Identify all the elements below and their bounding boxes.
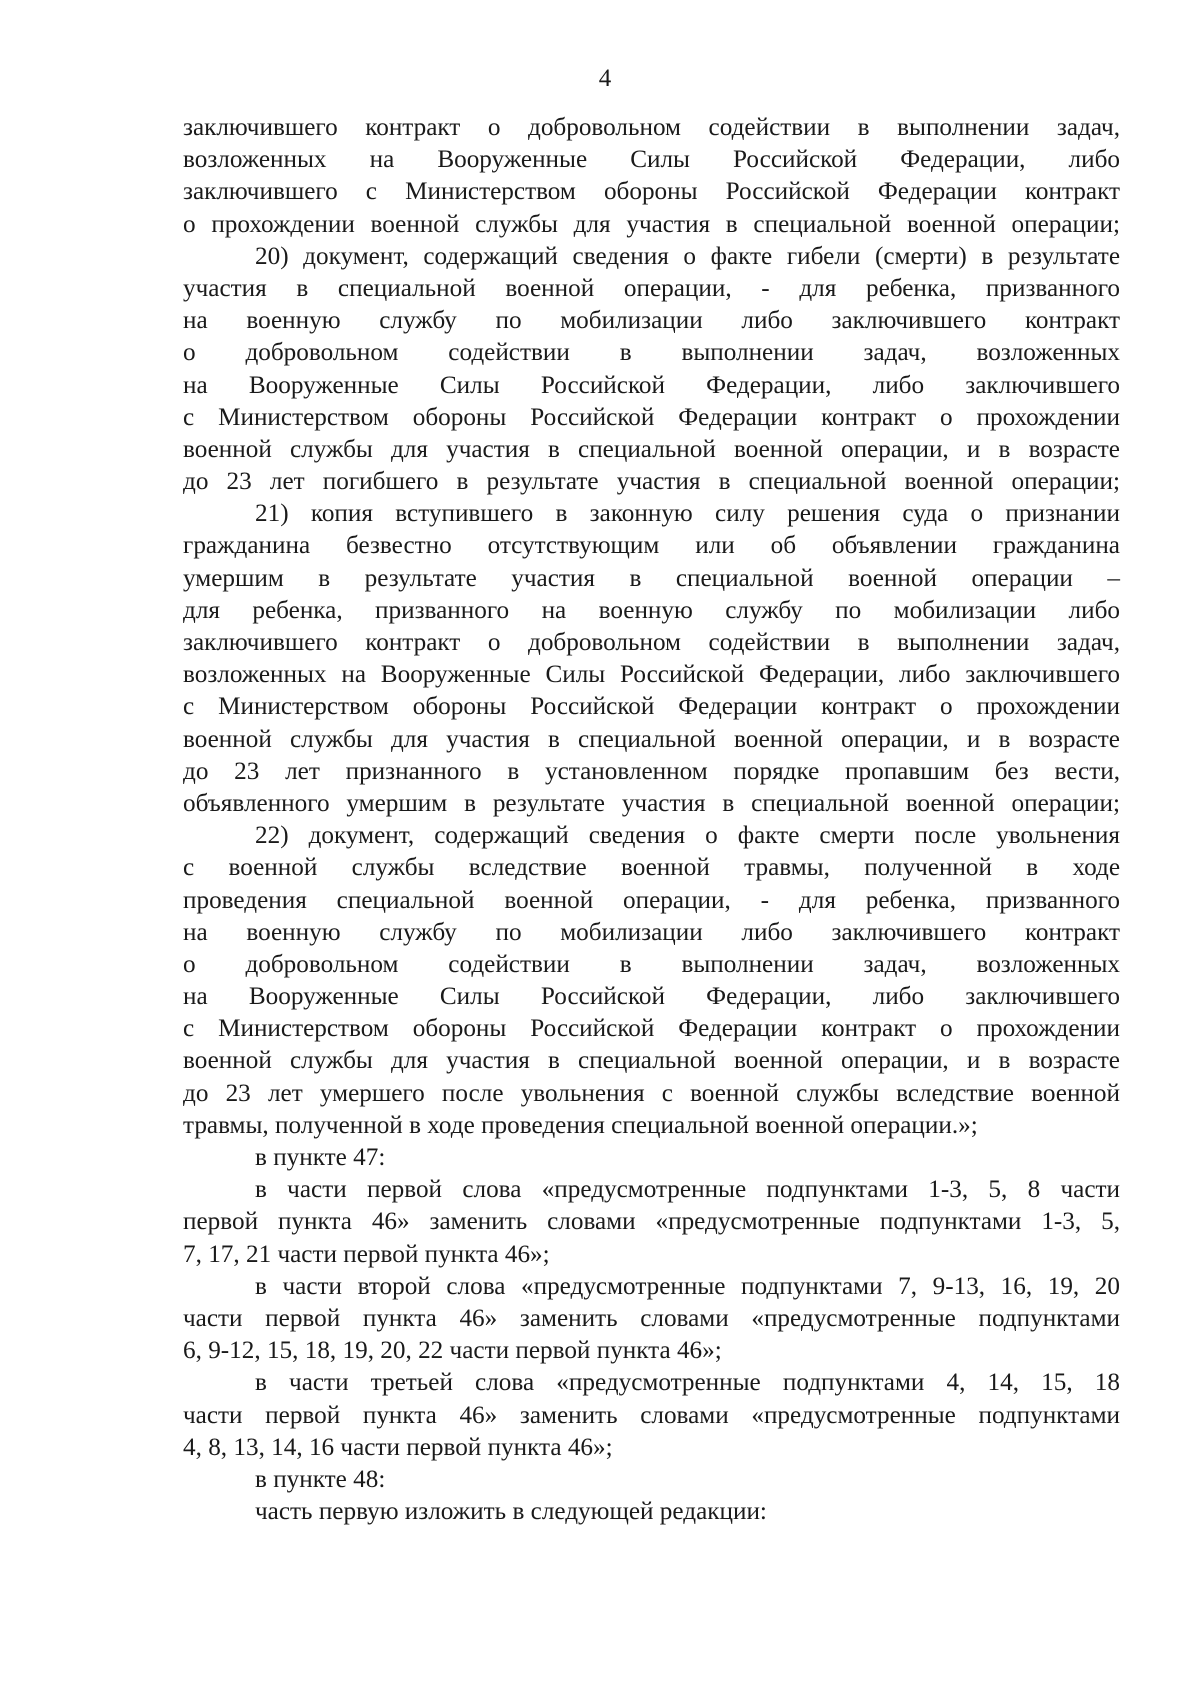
text-line: в части второй слова «предусмотренные подпунктами 7, 9-13, 16, 19, 20 bbox=[255, 1272, 1120, 1300]
text-line: первой пункта 46» заменить словами «предусмотренные подпунктами 1-3, 5, bbox=[183, 1208, 1120, 1236]
text-line: в пункте 48: bbox=[255, 1465, 386, 1493]
text-line: военной службы для участия в специальной военной операции, и в возрасте bbox=[183, 725, 1120, 753]
text-line: гражданина безвестно отсутствующим или об объявлении гражданина bbox=[183, 532, 1120, 560]
text-line: военной службы для участия в специальной военной операции, и в возрасте bbox=[183, 1047, 1120, 1075]
text-line: военной службы для участия в специальной военной операции, и в возрасте bbox=[183, 435, 1120, 463]
text-line: части первой пункта 46» заменить словами «предусмотренные подпунктами bbox=[183, 1401, 1120, 1429]
text-line: 22) документ, содержащий сведения о факте смерти после увольнения bbox=[255, 822, 1120, 850]
text-line: 20) документ, содержащий сведения о факте гибели (смерти) в результате bbox=[255, 242, 1120, 270]
text-line: 4, 8, 13, 14, 16 части первой пункта 46»; bbox=[183, 1433, 613, 1461]
text-line: с Министерством обороны Российской Федерации контракт о прохождении bbox=[183, 693, 1120, 721]
text-line: для ребенка, призванного на военную службу по мобилизации либо bbox=[183, 596, 1120, 624]
text-line: на военную службу по мобилизации либо заключившего контракт bbox=[183, 918, 1120, 946]
text-line: возложенных на Вооруженные Силы Российской Федерации, либо заключившего bbox=[183, 661, 1120, 689]
text-line: о добровольном содействии в выполнении задач, возложенных bbox=[183, 339, 1120, 367]
document-body bbox=[183, 112, 1120, 1528]
text-line: проведения специальной военной операции, - для ребенка, призванного bbox=[183, 886, 1120, 914]
text-line: возложенных на Вооруженные Силы Российской Федерации, либо bbox=[183, 146, 1120, 174]
text-line: части первой пункта 46» заменить словами «предусмотренные подпунктами bbox=[183, 1304, 1120, 1332]
text-line: о добровольном содействии в выполнении задач, возложенных bbox=[183, 950, 1120, 978]
text-line: в пункте 47: bbox=[255, 1144, 386, 1171]
text-line: умершим в результате участия в специальной военной операции – bbox=[183, 564, 1120, 592]
text-line: 6, 9-12, 15, 18, 19, 20, 22 части первой пункта 46»; bbox=[183, 1337, 722, 1365]
text-line: 7, 17, 21 части первой пункта 46»; bbox=[183, 1240, 550, 1268]
text-line: объявленного умершим в результате участия в специальной военной операции; bbox=[183, 789, 1120, 817]
page-number: 4 bbox=[598, 65, 612, 92]
text-line: заключившего контракт о добровольном содействии в выполнении задач, bbox=[183, 114, 1120, 141]
text-line: в части третьей слова «предусмотренные подпунктами 4, 14, 15, 18 bbox=[255, 1369, 1120, 1397]
text-line: заключившего контракт о добровольном содействии в выполнении задач, bbox=[183, 629, 1120, 656]
text-line: 21) копия вступившего в законную силу решения суда о признании bbox=[255, 500, 1120, 528]
text-line: с Министерством обороны Российской Федерации контракт о прохождении bbox=[183, 403, 1120, 431]
text-line: на Вооруженные Силы Российской Федерации, либо заключившего bbox=[183, 983, 1120, 1011]
text-line: до 23 лет умершего после увольнения с военной службы вследствие военной bbox=[183, 1079, 1120, 1107]
text-line: в части первой слова «предусмотренные подпунктами 1-3, 5, 8 части bbox=[255, 1176, 1120, 1204]
text-line: с Министерством обороны Российской Федерации контракт о прохождении bbox=[183, 1015, 1120, 1043]
text-line: о прохождении военной службы для участия в специальной военной операции; bbox=[183, 210, 1120, 238]
text-line: заключившего с Министерством обороны Российской Федерации контракт bbox=[183, 178, 1120, 206]
text-line: на Вооруженные Силы Российской Федерации, либо заключившего bbox=[183, 371, 1120, 399]
text-line: с военной службы вследствие военной травмы, полученной в ходе bbox=[183, 854, 1120, 882]
text-line: на военную службу по мобилизации либо заключившего контракт bbox=[183, 307, 1120, 335]
text-line: участия в специальной военной операции, - для ребенка, призванного bbox=[183, 274, 1120, 302]
text-line: травмы, полученной в ходе проведения специальной военной операции.»; bbox=[183, 1111, 978, 1139]
text-line: до 23 лет признанного в установленном порядке пропавшим без вести, bbox=[183, 757, 1120, 785]
text-line: до 23 лет погибшего в результате участия в специальной военной операции; bbox=[183, 468, 1120, 496]
text-line: часть первую изложить в следующей редакции: bbox=[255, 1498, 767, 1526]
